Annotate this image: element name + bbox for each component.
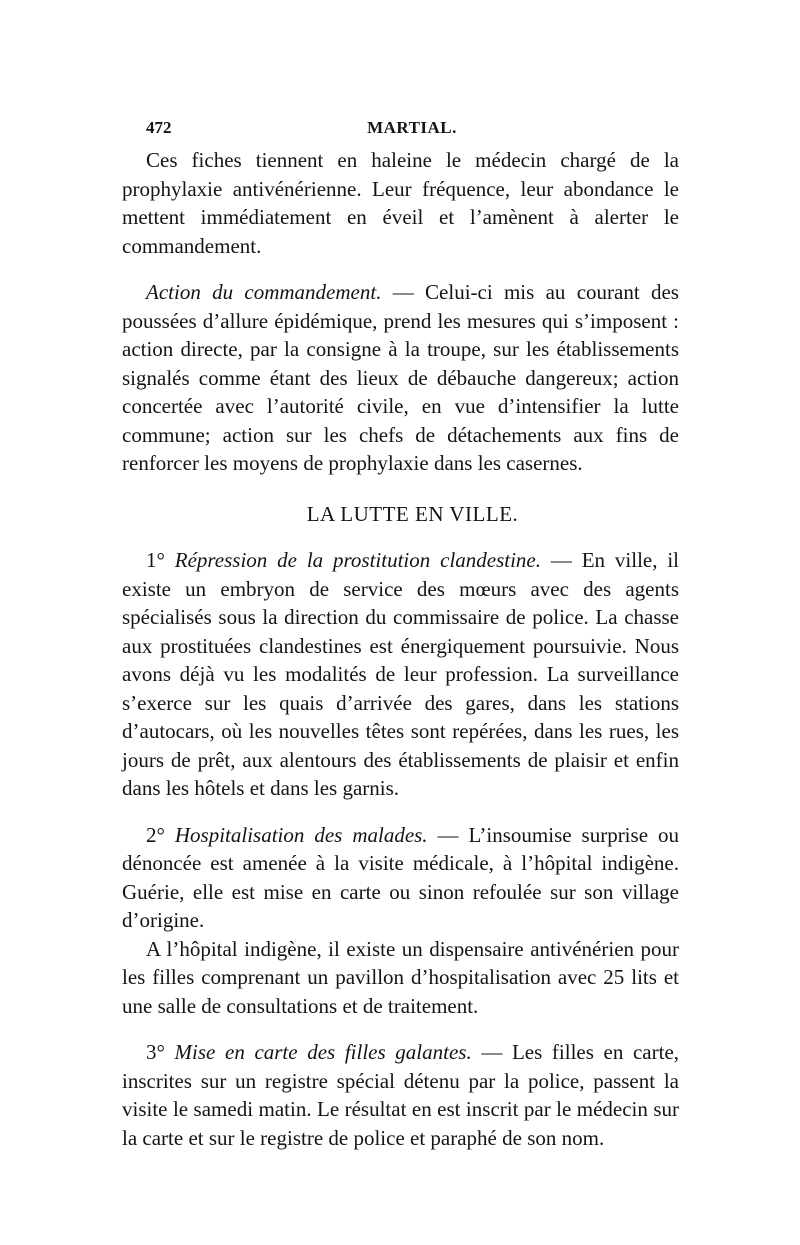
- paragraph-lead: Hospitalisation des malades.: [174, 822, 428, 847]
- paragraph-hopital-indigene: A l’hôpital indigène, il existe un dispensaire antivénérien pour les filles comprenant un pavillon d’hospitalisation avec 25 lits et une salle de consultations et de traitement.: [122, 936, 679, 1018]
- paragraph-hospitalisation: [122, 821, 679, 935]
- section-title: LA LUTTE EN VILLE.: [306, 501, 519, 526]
- paragraph-text: — L’insoumise surprise ou dénoncée est amenée à la visite médicale, à l’hôpital indigène. Guérie, elle est mise en carte ou sinon refoulée sur son village d’origine.: [122, 822, 679, 932]
- paragraph-number: 1°: [146, 548, 165, 572]
- page-body: [122, 146, 679, 1152]
- paragraph-number: 2°: [146, 822, 165, 847]
- paragraph-repression: [122, 546, 679, 803]
- page-header: [146, 118, 678, 142]
- paragraph-number: 3°: [146, 1040, 165, 1064]
- paragraph-text: — En ville, il existe un embryon de service des mœurs avec des agents spécialisés sous la direction du commissaire de police. La chasse aux prostituées clandestines est énergiquement poursuivie. Nous avons déjà vu les modalités de leur profession. La surveillance s’exerce sur les quais d’arrivée des gares, dans les stations d’autocars, où les nouvelles têtes sont repérées, dans les rues, les jours de prêt, aux alentours des établissements de plaisir et enfin dans les hôtels et dans les garnis.: [122, 548, 680, 800]
- paragraph-text: — Celui-ci mis au courant des poussées d’allure épidémique, prend les mesures qui s’imposent : action directe, par la consigne à la troupe, sur les établissements signalés comme étant des lieux de débauche dangereux; action concertée avec l’autorité civile, en vue d’intensifier la lutte commune; action sur les chefs de détachements aux fins de renforcer les moyens de prophylaxie dans les casernes.: [122, 280, 679, 475]
- page-number: 472: [146, 118, 172, 137]
- paragraph-lead: Action du commandement.: [146, 280, 382, 304]
- paragraph-fiches: Ces fiches tiennent en haleine le médecin chargé de la prophylaxie antivénérienne. Leur fréquence, leur abondance le mettent immédiatement en éveil et l’amènent à alerter le commandement.: [122, 148, 679, 258]
- paragraph-action-commandement: [122, 278, 679, 478]
- paragraph-lead: Répression de la prostitution clandestine.: [174, 548, 542, 572]
- paragraph-lead: Mise en carte des filles galantes.: [174, 1040, 472, 1064]
- running-title: MARTIAL.: [367, 118, 457, 137]
- paragraph-mise-en-carte: [122, 1038, 679, 1152]
- paragraph-text: — Les filles en carte, inscrites sur un registre spécial détenu par la police, passent la visite le samedi matin. Le résultat en est inscrit par le médecin sur la carte et sur le registre de police et paraphé de son nom.: [122, 1040, 680, 1150]
